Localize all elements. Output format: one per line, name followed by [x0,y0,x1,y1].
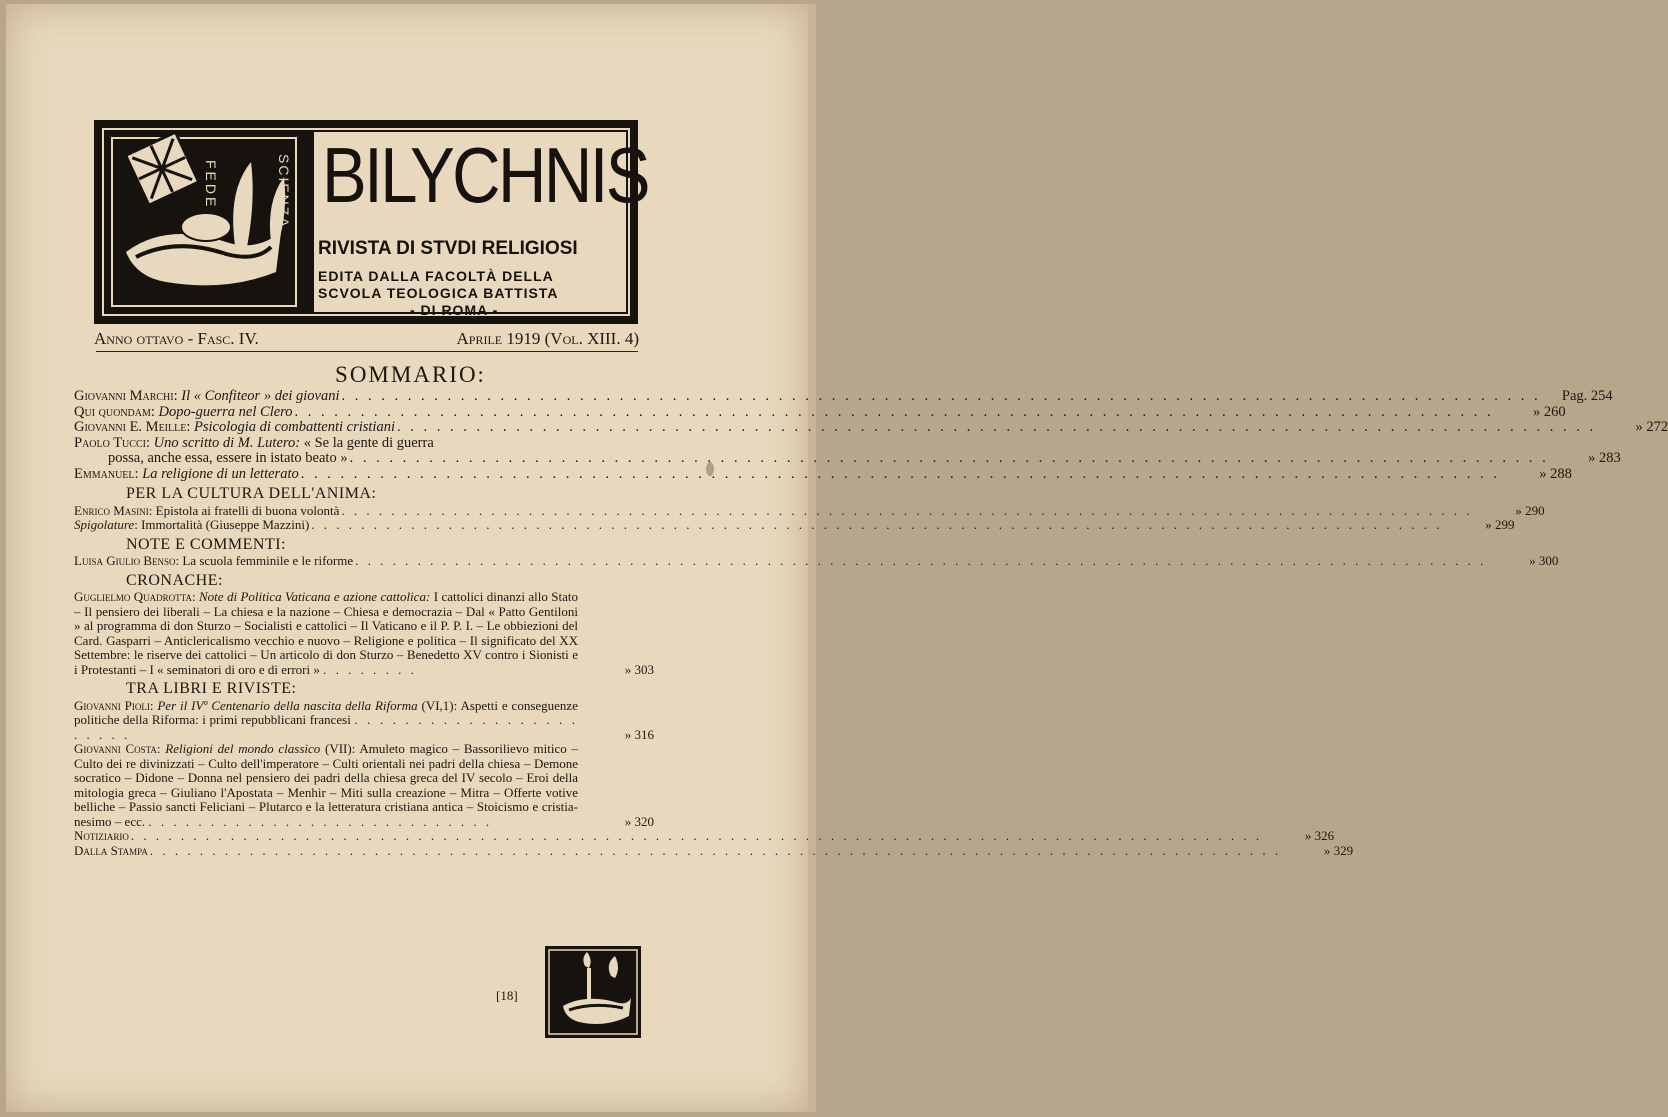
leader-dots [150,844,1281,859]
page-folio: [18] [496,988,518,1003]
table-of-contents [74,388,1668,858]
entry-author: Giovanni E. Meille [74,419,187,435]
divider-rule [96,351,638,352]
leader-dots [342,389,1541,405]
motto-scienza: SCIENZA [276,154,292,229]
entry-summary-end: francesi [309,712,351,727]
entry-author: Luisa Giulio Benso [74,553,176,568]
entry-page: » 283 [1588,450,1621,466]
toc-entry[interactable]: Giovanni Pioli: Per il IVº Centenario della nascita della Riforma (VI,1): Aspetti e conseguenze politiche della Riforma: i primi repubblicani francesi . . . . . . . . . . . . . . . . . . . . . . . » 316 [74,697,654,742]
entry-title: La scuola femminile e le riforme [182,553,354,568]
toc-entry[interactable]: Giovanni Costa: Religioni del mondo classico (VII): Amuleto magico – Bassorilievo mitico – Culto dei re divinizzati – Culto dell'imperatore – Culti orientali nei padri della chiesa – Demone socratico – Didone – Donna nel pensiero dei padri della chiesa greca del IV secolo – Eroi della mitologia greca – Giuliano l'Apostata – Menhir – Miti sulla creazione – Mitra – Offerte votive belliche – Passio sancti Feliciani – Plutarco e la letteratura cristiana antica – Stoicismo e cristia- nesimo – ecc. . . . . . . . . . . . . . . . . . . . . . . . . . . . . » 320 [74,741,654,829]
woodcut-lamp-vignette [545,946,641,1038]
entry-page: » 303 [624,661,654,677]
leader-dots [355,554,1486,569]
entry-page: » 300 [1529,553,1559,568]
entry-title: Note di Politica Vaticana e azione cattolica: [198,589,431,604]
masthead [94,120,648,324]
section-cultura: PER LA CULTURA DELL'ANIMA: [126,485,377,502]
section-cronache: CRONACHE: [126,571,223,589]
entry-title-continued: possa, anche essa, essere in istato beato » [108,450,348,466]
leader-dots [301,467,1500,483]
entry-title: Religioni del mondo classico [165,741,321,756]
entry-author: Spigolature [74,517,135,532]
entry-label: Dalla Stampa [74,842,148,858]
toc-entry[interactable]: Giovanni Marchi: Il « Confiteor » dei giovani . . . Pag. 254 [74,389,654,405]
entry-page: » 326 [1304,828,1335,843]
entry-title: Per il IVº Centenario della nascita della Riforma [157,697,418,713]
entry-title: Immortalità (Giuseppe Mazzini) [141,517,310,532]
entry-author: Qui quondam [74,403,151,420]
magazine-subtitle: RIVISTA DI STVDI RELIGIOSI [318,238,578,259]
entry-page: » 288 [1539,465,1572,482]
entry-page: » 329 [1323,842,1354,858]
entry-title: Il « Confiteor » dei giovani [181,388,340,404]
masthead-title-panel [314,131,648,318]
entry-title-quote: « Se la gente di guerra [303,434,434,451]
entry-summary-end: nesimo – ecc. [74,813,146,829]
issue-date-volume: Aprile 1919 (Vol. XIII. 4) [456,329,639,348]
toc-entry[interactable]: Giovanni E. Meille: Psicologia di combattenti cristiani . . . » 272 [74,420,654,436]
entry-author: Guglielmo Quadrotta [74,589,192,604]
leader-dots [397,420,1596,436]
entry-page: » 290 [1515,502,1545,518]
publisher-line-3: - DI ROMA - [410,302,499,318]
toc-entry[interactable]: Qui quondam: Dopo-guerra nel Clero . . . » 260 [74,405,654,421]
motto-fede: FEDE [203,160,219,210]
toc-entry-continuation[interactable] [74,450,1621,467]
entry-summary: Aspetti e conseguenze politiche della Riforma: i primi repubblicani [74,697,578,727]
entry-title: Epistola ai fratelli di buona volontà [155,502,340,518]
entry-page: » 299 [1485,517,1515,532]
entry-author: Enrico Masini [74,502,149,518]
publisher-line-1: EDITA DALLA FACOLTÀ DELLA [318,268,554,284]
leader-dots [311,518,1442,533]
masthead-woodcut-lamp [106,132,302,312]
entry-author: Giovanni Pioli [74,697,150,713]
entry-author: Paolo Tucci [74,434,146,451]
entry-page: » 260 [1533,403,1566,420]
leader-dots [131,829,1262,844]
entry-summary: Amuleto magico – Bassorilievo mitico – Culto dei re divinizzati – Culto dell'imperatore – Culti orientali nei padri della chiesa – Demone socratico – Didone – Donna nel pensiero dei padri della chiesa greca del IV secolo – Eroi della mitologia greca – Giuliano l'Apostata – Menhir – Miti sulla creazione – Mitra – Offerte votive belliche – Passio sancti Feliciani – Plutarco e la letteratura cristiana antica – Stoicismo e cristia- [74,741,579,814]
section-libri: TRA LIBRI E RIVISTE: [126,680,297,697]
entry-author: Emmanuel [74,465,135,482]
toc-entry[interactable]: Enrico Masini: Epistola ai fratelli di buona volontà . . . » 290 [74,504,654,519]
leader-dots [350,451,1549,467]
entry-page: » 316 [624,726,654,742]
entry-title: Dopo-guerra nel Clero [158,403,293,420]
leader-dots [295,405,1494,421]
publisher-line-2: SCVOLA TEOLOGICA BATTISTA [318,285,559,301]
section-note: NOTE E COMMENTI: [126,535,286,553]
entry-author: Giovanni Marchi [74,388,174,404]
entry-title: Psicologia di combattenti cristiani [194,419,395,435]
entry-author: Giovanni Costa [74,741,157,756]
magazine-title: BILYCHNIS [322,131,648,219]
entry-page: » 320 [624,813,654,829]
toc-entry[interactable] [74,828,1335,844]
entry-page: » 272 [1635,419,1668,435]
toc-entry[interactable]: Luisa Giulio Benso: La scuola femminile e le riforme . . . » 300 [74,554,654,569]
entry-reference: (VI,1): [421,697,458,713]
toc-entry[interactable]: Paolo Tucci: Uno scritto di M. Lutero: « Se la gente di guerra [74,434,434,451]
entry-page: Pag. 254 [1561,388,1613,404]
issue-year-fascicle: Anno ottavo - Fasc. IV. [94,329,259,348]
entry-title: La religione di un letterato [142,465,299,482]
entry-reference: (VII): [325,741,356,756]
leader-dots [341,504,1472,519]
toc-entry-cronache[interactable]: Guglielmo Quadrotta: Note di Politica Vaticana e azione cattolica: I cattolici dinanzi allo Stato – Il pensiero dei liberali – La chiesa e la nazione – Chiesa e democrazia – Dal « Patto Gentiloni » al programma di don Sturzo – Socialisti e cattolici – Il Vaticano e il P. P. I. – Le obbiezioni del Card. Gasparri – Anticlericalismo vecchio e nuovo – Religione e politica – Il significato del XX Settembre: le riserve dei cattolici – Un articolo di don Sturzo – Benedetto XV contro i Sionisti e i Protestanti – I « seminatori di oro e di errori » . . . . . . . . » 303 [74,589,654,677]
toc-entry[interactable] [74,842,1354,859]
toc-entry[interactable]: Emmanuel: La religione di un letterato . . . » 288 [74,467,654,483]
entry-title: Uno scritto di M. Lutero: [153,434,301,451]
entry-summary: I cattolici dinanzi allo Stato – Il pensiero dei liberali – La chiesa e la nazione – Chiesa e democrazia – Dal « Patto Gentiloni » al programma di don Sturzo – Socialisti e cattolici – Il Vaticano e il P. P. I. – Le obbiezioni del Card. Gasparri – Anticlericalismo vecchio e nuovo – Religione e politica – Il significato del XX Settembre: le riserve dei cattolici – Un articolo di don Sturzo – Benedetto XV contro i Sionisti e i Protestanti – I « seminatori di oro e di errori » [74,589,579,677]
summary-heading: SOMMARIO: [335,362,486,387]
toc-entry[interactable]: Spigolature: Immortalità (Giuseppe Mazzini) . . . » 299 [74,518,654,533]
entry-label: Notiziario [74,828,129,843]
